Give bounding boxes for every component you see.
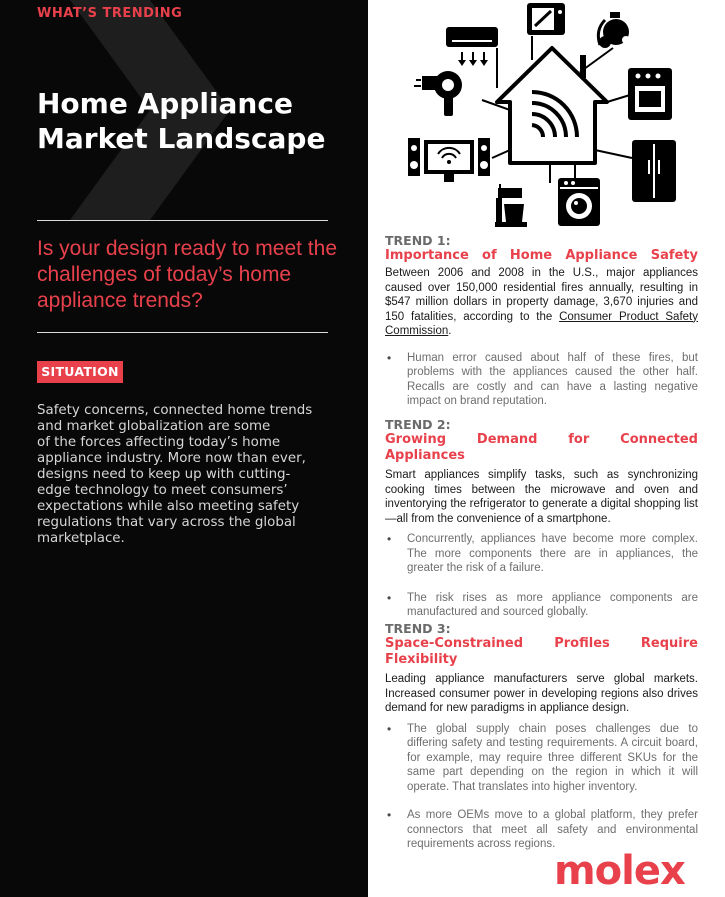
bullet-text: Concurrently, appliances have become more complex. The more components there are in appliances, the greater the risk of a failure. (407, 533, 698, 574)
trend-body: Leading appliance manufacturers serve global markets. Increased consumer power in developing regions also drives demand for new paradigms in appliance design. (385, 673, 698, 714)
trend-title: Importance of Home Appliance Safety (385, 248, 698, 263)
cpsc-link[interactable]: Consumer Product Safety Commission (385, 310, 698, 337)
bullet-icon: • (387, 808, 392, 822)
bullet-text: The risk rises as more appliance components are manufactured and sourced globally. (407, 591, 698, 618)
tv-speakers-icon (408, 138, 490, 182)
trend-1 (385, 234, 698, 409)
microwave-icon (527, 3, 565, 35)
oven-icon (628, 68, 672, 120)
bullet-icon: • (387, 350, 392, 365)
vacuum-icon (598, 12, 630, 48)
list-item (385, 722, 698, 795)
situation-text: Safety concerns, connected home trends and market globalization are some of the forces affecting today’s home appliance industry. More now than ever, designs need to keep up with cutting- edge technology to meet consumers’ expectations while also meeting safety regulations that vary across the global marketplace. (37, 403, 313, 546)
list-item (385, 351, 698, 409)
trend-title: Space-Constrained Profiles Require Flexibility (385, 636, 698, 667)
situation-badge: SITUATION (37, 361, 123, 383)
list-item (385, 808, 698, 852)
bullet-icon: • (387, 721, 392, 736)
eyebrow-label: WHAT’S TRENDING (37, 6, 183, 21)
bullet-text: The global supply chain poses challenges due to differing safety and testing requirements. A circuit board, for example, may require three different SKUs for the same part depending on the region in which it will operate. That translates into higher inventory. (407, 722, 698, 793)
trend-label: TREND 3: (385, 621, 451, 636)
page-title: Home Appliance Market Landscape (37, 87, 326, 155)
trend-label: TREND 1: (385, 233, 451, 248)
trend-body-end: . (448, 325, 452, 337)
divider (37, 220, 328, 221)
appliances-illustration (400, 0, 690, 228)
air-conditioner-icon (446, 27, 498, 66)
trend-title: Growing Demand for Connected Appliances (385, 432, 698, 463)
trend-body: Smart appliances simplify tasks, such as synchronizing cooking times between the microwave and oven and inventorying the refrigerator to generate a digital shopping list—all from the convenience of a smartphone. (385, 469, 698, 525)
hair-dryer-icon (414, 71, 462, 116)
trend-3 (385, 622, 698, 852)
washing-machine-icon (558, 178, 600, 226)
bullet-icon: • (387, 532, 392, 546)
trend-body-text: Between 2006 and 2008 in the U.S., major appliances caused over 150,000 residential fires annually, resulting in $547 million dollars in property damage, 3,670 injuries and 150 fatalities, according to the (385, 267, 698, 323)
coffee-maker-icon (495, 188, 527, 227)
bullet-text: Human error caused about half of these fires, but problems with the appliances caused the other half. Recalls are costly and can have a lasting negative impact on brand reputation. (407, 351, 698, 407)
list-item (385, 591, 698, 620)
divider (37, 332, 328, 333)
bullet-text: As more OEMs move to a global platform, they prefer connectors that meet all safety and environmental requirements across regions. (407, 809, 698, 850)
trend-2 (385, 418, 698, 620)
molex-logo: molex (554, 848, 685, 894)
list-item (385, 532, 698, 576)
bullet-icon: • (387, 590, 392, 605)
refrigerator-icon (632, 140, 676, 202)
trend-body (385, 266, 698, 339)
trend-label: TREND 2: (385, 417, 451, 432)
subtitle: Is your design ready to meet the challenges of today’s home appliance trends? (37, 237, 337, 312)
